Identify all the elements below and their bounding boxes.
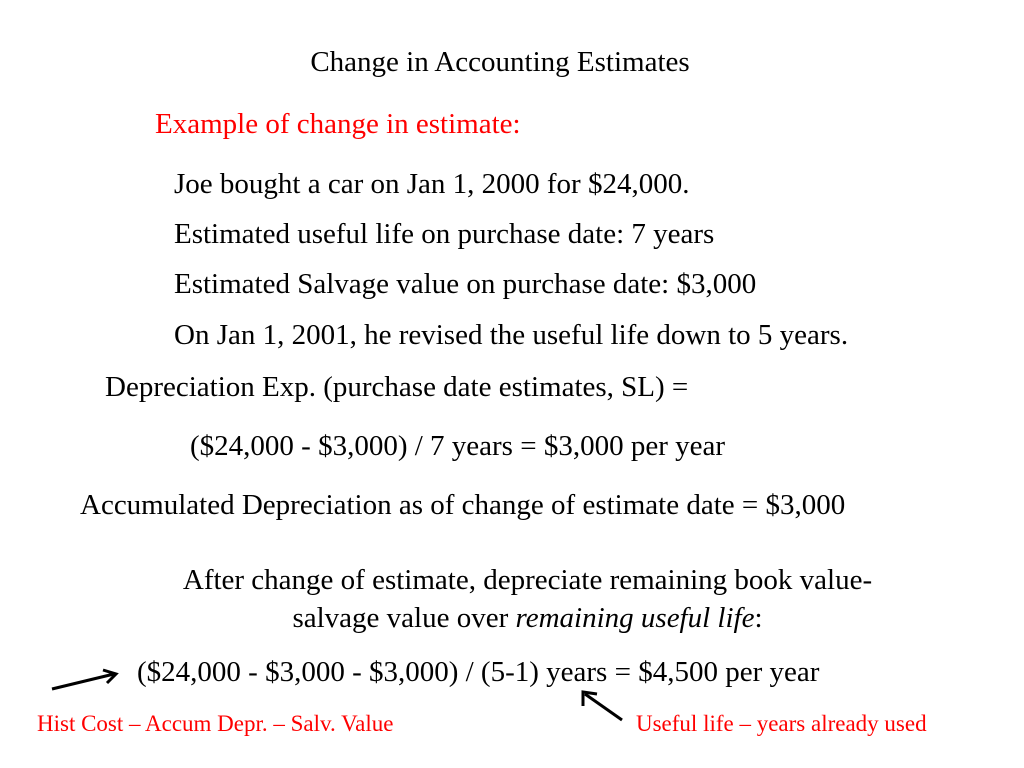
- note-numerator: Hist Cost – Accum Depr. – Salv. Value: [37, 711, 394, 736]
- after-change-line-1: After change of estimate, depreciate remaining book value-: [182, 564, 873, 596]
- after-change-suffix: :: [754, 602, 763, 634]
- slide-title: Change in Accounting Estimates: [310, 46, 690, 78]
- fact-useful-life: Estimated useful life on purchase date: 7 years: [174, 218, 715, 250]
- fact-purchase: Joe bought a car on Jan 1, 2000 for $24,000.: [174, 168, 690, 200]
- fact-salvage-value: Estimated Salvage value on purchase date: $3,000: [174, 268, 757, 300]
- after-change-prefix: salvage value over: [292, 602, 516, 634]
- new-depreciation-calculation: ($24,000 - $3,000 - $3,000) / (5-1) years = $4,500 per year: [137, 656, 820, 688]
- arrow-to-numerator: [52, 670, 116, 689]
- fact-revision: On Jan 1, 2001, he revised the useful life down to 5 years.: [174, 319, 849, 351]
- remaining-useful-life-emphasis: remaining useful life: [515, 602, 755, 634]
- depreciation-label: Depreciation Exp. (purchase date estimates, SL) =: [105, 371, 689, 403]
- example-heading: Example of change in estimate:: [155, 108, 521, 140]
- note-denominator: Useful life – years already used: [636, 711, 927, 736]
- accumulated-depreciation: Accumulated Depreciation as of change of estimate date = $3,000: [80, 489, 846, 521]
- depreciation-calculation: ($24,000 - $3,000) / 7 years = $3,000 per year: [190, 430, 725, 462]
- arrow-to-denominator: [583, 692, 622, 720]
